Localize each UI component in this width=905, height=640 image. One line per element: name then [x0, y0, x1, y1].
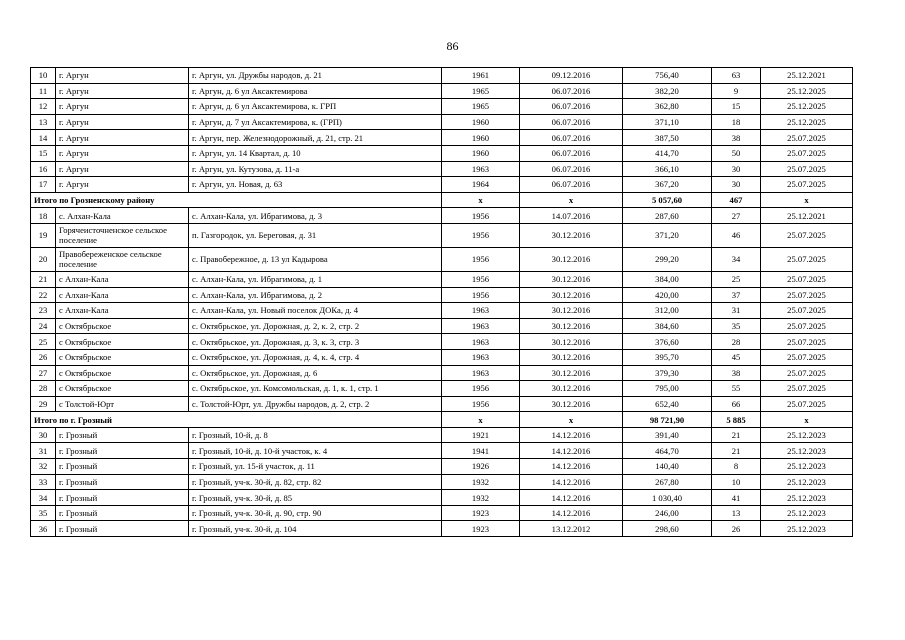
row-number-cell: 17: [31, 177, 56, 193]
address-cell: г. Грозный, уч-к. 30-й, д. 90, стр. 90: [189, 505, 442, 521]
people-cell: 45: [712, 349, 761, 365]
address-cell: г. Грозный, уч-к. 30-й, д. 82, стр. 82: [189, 474, 442, 490]
deadline-cell: 25.12.2023: [761, 505, 853, 521]
people-cell: 15: [712, 99, 761, 115]
address-cell: г. Аргун, ул. Новая, д. 63: [189, 177, 442, 193]
people-cell: 25: [712, 271, 761, 287]
people-cell: 8: [712, 459, 761, 475]
people-cell: 66: [712, 396, 761, 412]
area-cell: 98 721,90: [623, 412, 712, 428]
year-cell: 1963: [442, 365, 520, 381]
housing-registry-table: [30, 67, 853, 537]
date-cell: 14.12.2016: [520, 505, 623, 521]
row-number-cell: 29: [31, 396, 56, 412]
date-cell: 30.12.2016: [520, 318, 623, 334]
address-cell: г. Грозный, 10-й, д. 8: [189, 427, 442, 443]
table-row: [31, 381, 853, 397]
year-cell: 1956: [442, 247, 520, 271]
address-cell: с. Алхан-Кала, ул. Новый поселок ДОКа, д. 4: [189, 303, 442, 319]
year-cell: 1963: [442, 349, 520, 365]
row-number-cell: 13: [31, 114, 56, 130]
area-cell: 384,00: [623, 271, 712, 287]
area-cell: 5 057,60: [623, 192, 712, 208]
area-cell: 140,40: [623, 459, 712, 475]
settlement-cell: г. Аргун: [56, 177, 189, 193]
settlement-cell: г. Аргун: [56, 83, 189, 99]
year-cell: 1921: [442, 427, 520, 443]
deadline-cell: 25.12.2023: [761, 490, 853, 506]
area-cell: 1 030,40: [623, 490, 712, 506]
area-cell: 246,00: [623, 505, 712, 521]
date-cell: 30.12.2016: [520, 247, 623, 271]
date-cell: 13.12.2012: [520, 521, 623, 537]
table-row: [31, 223, 853, 247]
address-cell: г. Грозный, ул. 15-й участок, д. 11: [189, 459, 442, 475]
address-cell: г. Аргун, д. 7 ул Аксактемирова, к. (ГРП): [189, 114, 442, 130]
people-cell: 55: [712, 381, 761, 397]
area-cell: 371,20: [623, 223, 712, 247]
settlement-cell: с Алхан-Кала: [56, 303, 189, 319]
table-row: [31, 365, 853, 381]
year-cell: 1963: [442, 303, 520, 319]
year-cell: 1941: [442, 443, 520, 459]
settlement-cell: г. Грозный: [56, 443, 189, 459]
deadline-cell: 25.12.2021: [761, 208, 853, 224]
row-number-cell: 19: [31, 223, 56, 247]
row-number-cell: 36: [31, 521, 56, 537]
area-cell: 414,70: [623, 145, 712, 161]
address-cell: г. Аргун, пер. Железнодорожный, д. 21, стр. 21: [189, 130, 442, 146]
deadline-cell: 25.12.2025: [761, 99, 853, 115]
settlement-cell: г. Аргун: [56, 114, 189, 130]
table-row: [31, 114, 853, 130]
row-number-cell: 34: [31, 490, 56, 506]
people-cell: 10: [712, 474, 761, 490]
date-cell: х: [520, 412, 623, 428]
address-cell: с. Алхан-Кала, ул. Ибрагимова, д. 2: [189, 287, 442, 303]
people-cell: 63: [712, 68, 761, 84]
row-number-cell: 16: [31, 161, 56, 177]
row-number-cell: 20: [31, 247, 56, 271]
area-cell: 366,10: [623, 161, 712, 177]
area-cell: 299,20: [623, 247, 712, 271]
settlement-cell: с. Алхан-Кала: [56, 208, 189, 224]
deadline-cell: 25.12.2023: [761, 474, 853, 490]
date-cell: 30.12.2016: [520, 365, 623, 381]
deadline-cell: 25.07.2025: [761, 334, 853, 350]
date-cell: 30.12.2016: [520, 287, 623, 303]
address-cell: п. Газгородок, ул. Береговая, д. 31: [189, 223, 442, 247]
date-cell: 09.12.2016: [520, 68, 623, 84]
area-cell: 395,70: [623, 349, 712, 365]
people-cell: 46: [712, 223, 761, 247]
table-row: [31, 349, 853, 365]
deadline-cell: 25.12.2023: [761, 521, 853, 537]
row-number-cell: 24: [31, 318, 56, 334]
date-cell: 30.12.2016: [520, 223, 623, 247]
address-cell: с. Толстой-Юрт, ул. Дружбы народов, д. 2, стр. 2: [189, 396, 442, 412]
date-cell: 06.07.2016: [520, 99, 623, 115]
deadline-cell: 25.07.2025: [761, 247, 853, 271]
settlement-cell: с Октябрьское: [56, 318, 189, 334]
area-cell: 312,00: [623, 303, 712, 319]
deadline-cell: 25.12.2023: [761, 427, 853, 443]
date-cell: 14.12.2016: [520, 474, 623, 490]
year-cell: 1956: [442, 287, 520, 303]
row-number-cell: 22: [31, 287, 56, 303]
table-row: [31, 99, 853, 115]
page-number: 86: [446, 39, 459, 53]
settlement-cell: г. Грозный: [56, 427, 189, 443]
address-cell: с. Алхан-Кала, ул. Ибрагимова, д. 1: [189, 271, 442, 287]
date-cell: 06.07.2016: [520, 177, 623, 193]
area-cell: 382,20: [623, 83, 712, 99]
address-cell: г. Аргун, д. 6 ул Аксактемирова, к. ГРП: [189, 99, 442, 115]
row-number-cell: 15: [31, 145, 56, 161]
row-number-cell: 12: [31, 99, 56, 115]
table-row: [31, 177, 853, 193]
date-cell: 14.12.2016: [520, 459, 623, 475]
row-number-cell: 28: [31, 381, 56, 397]
area-cell: 287,60: [623, 208, 712, 224]
year-cell: х: [442, 192, 520, 208]
year-cell: 1923: [442, 521, 520, 537]
address-cell: с. Правобережное, д. 13 ул Кадырова: [189, 247, 442, 271]
table-row: [31, 130, 853, 146]
settlement-cell: с Октябрьское: [56, 349, 189, 365]
address-cell: с. Алхан-Кала, ул. Ибрагимова, д. 3: [189, 208, 442, 224]
year-cell: 1932: [442, 474, 520, 490]
table-body: [31, 68, 853, 537]
table-row: [31, 208, 853, 224]
year-cell: 1923: [442, 505, 520, 521]
area-cell: 367,20: [623, 177, 712, 193]
deadline-cell: 25.07.2025: [761, 381, 853, 397]
row-number-cell: 10: [31, 68, 56, 84]
people-cell: 34: [712, 247, 761, 271]
area-cell: 464,70: [623, 443, 712, 459]
settlement-cell: г. Аргун: [56, 130, 189, 146]
area-cell: 371,10: [623, 114, 712, 130]
deadline-cell: х: [761, 412, 853, 428]
people-cell: 38: [712, 365, 761, 381]
settlement-cell: Правобереженское сельское поселение: [56, 247, 189, 271]
deadline-cell: 25.07.2025: [761, 145, 853, 161]
year-cell: 1965: [442, 83, 520, 99]
settlement-cell: с Октябрьское: [56, 334, 189, 350]
date-cell: 30.12.2016: [520, 396, 623, 412]
table-row: [31, 396, 853, 412]
row-number-cell: 11: [31, 83, 56, 99]
settlement-cell: г. Грозный: [56, 474, 189, 490]
year-cell: 1961: [442, 68, 520, 84]
deadline-cell: 25.07.2025: [761, 303, 853, 319]
settlement-cell: г. Грозный: [56, 459, 189, 475]
people-cell: 28: [712, 334, 761, 350]
people-cell: 50: [712, 145, 761, 161]
settlement-cell: с Толстой-Юрт: [56, 396, 189, 412]
settlement-cell: г. Грозный: [56, 490, 189, 506]
deadline-cell: 25.12.2025: [761, 114, 853, 130]
row-number-cell: 27: [31, 365, 56, 381]
address-cell: г. Грозный, уч-к. 30-й, д. 85: [189, 490, 442, 506]
area-cell: 267,80: [623, 474, 712, 490]
settlement-cell: г. Аргун: [56, 68, 189, 84]
date-cell: 14.12.2016: [520, 427, 623, 443]
row-number-cell: 30: [31, 427, 56, 443]
area-cell: 795,00: [623, 381, 712, 397]
row-number-cell: 18: [31, 208, 56, 224]
table-row: [31, 271, 853, 287]
year-cell: 1965: [442, 99, 520, 115]
area-cell: 652,40: [623, 396, 712, 412]
subtotal-row: [31, 192, 853, 208]
table-row: [31, 334, 853, 350]
settlement-cell: г. Грозный: [56, 521, 189, 537]
table-row: [31, 474, 853, 490]
year-cell: 1960: [442, 114, 520, 130]
address-cell: г. Аргун, ул. Кутузова, д. 11-а: [189, 161, 442, 177]
deadline-cell: 25.07.2025: [761, 271, 853, 287]
date-cell: 30.12.2016: [520, 381, 623, 397]
table-row: [31, 68, 853, 84]
year-cell: 1956: [442, 223, 520, 247]
date-cell: 06.07.2016: [520, 83, 623, 99]
people-cell: 467: [712, 192, 761, 208]
people-cell: 9: [712, 83, 761, 99]
address-cell: с. Октябрьское, ул. Дорожная, д. 2, к. 2, стр. 2: [189, 318, 442, 334]
date-cell: 06.07.2016: [520, 145, 623, 161]
deadline-cell: 25.07.2025: [761, 365, 853, 381]
address-cell: г. Грозный, 10-й, д. 10-й участок, к. 4: [189, 443, 442, 459]
row-number-cell: 32: [31, 459, 56, 475]
subtotal-label: Итого по Грозненскому району: [31, 192, 442, 208]
table-row: [31, 161, 853, 177]
people-cell: 41: [712, 490, 761, 506]
table-row: [31, 287, 853, 303]
date-cell: 30.12.2016: [520, 349, 623, 365]
area-cell: 387,50: [623, 130, 712, 146]
address-cell: с. Октябрьское, ул. Дорожная, д. 4, к. 4, стр. 4: [189, 349, 442, 365]
table-row: [31, 443, 853, 459]
deadline-cell: х: [761, 192, 853, 208]
address-cell: с. Октябрьское, ул. Комсомольская, д. 1, к. 1, стр. 1: [189, 381, 442, 397]
address-cell: г. Аргун, д. 6 ул Аксактемирова: [189, 83, 442, 99]
deadline-cell: 25.07.2025: [761, 161, 853, 177]
table-row: [31, 145, 853, 161]
deadline-cell: 25.12.2025: [761, 83, 853, 99]
table-row: [31, 83, 853, 99]
year-cell: 1956: [442, 381, 520, 397]
year-cell: 1956: [442, 396, 520, 412]
date-cell: 30.12.2016: [520, 334, 623, 350]
date-cell: х: [520, 192, 623, 208]
settlement-cell: г. Грозный: [56, 505, 189, 521]
settlement-cell: г. Аргун: [56, 161, 189, 177]
row-number-cell: 35: [31, 505, 56, 521]
settlement-cell: Горячеисточненское сельское поселение: [56, 223, 189, 247]
row-number-cell: 14: [31, 130, 56, 146]
year-cell: х: [442, 412, 520, 428]
row-number-cell: 31: [31, 443, 56, 459]
people-cell: 18: [712, 114, 761, 130]
date-cell: 30.12.2016: [520, 303, 623, 319]
area-cell: 756,40: [623, 68, 712, 84]
people-cell: 30: [712, 177, 761, 193]
address-cell: г. Аргун, ул. Дружбы народов, д. 21: [189, 68, 442, 84]
year-cell: 1956: [442, 208, 520, 224]
year-cell: 1926: [442, 459, 520, 475]
year-cell: 1960: [442, 145, 520, 161]
settlement-cell: с Алхан-Кала: [56, 287, 189, 303]
table-row: [31, 459, 853, 475]
people-cell: 35: [712, 318, 761, 334]
area-cell: 376,60: [623, 334, 712, 350]
address-cell: г. Грозный, уч-к. 30-й, д. 104: [189, 521, 442, 537]
table-row: [31, 303, 853, 319]
area-cell: 420,00: [623, 287, 712, 303]
table-row: [31, 505, 853, 521]
deadline-cell: 25.12.2021: [761, 68, 853, 84]
date-cell: 06.07.2016: [520, 130, 623, 146]
people-cell: 27: [712, 208, 761, 224]
date-cell: 06.07.2016: [520, 114, 623, 130]
people-cell: 38: [712, 130, 761, 146]
year-cell: 1932: [442, 490, 520, 506]
deadline-cell: 25.12.2023: [761, 443, 853, 459]
date-cell: 14.12.2016: [520, 490, 623, 506]
date-cell: 06.07.2016: [520, 161, 623, 177]
settlement-cell: г. Аргун: [56, 145, 189, 161]
area-cell: 391,40: [623, 427, 712, 443]
deadline-cell: 25.07.2025: [761, 318, 853, 334]
row-number-cell: 21: [31, 271, 56, 287]
people-cell: 13: [712, 505, 761, 521]
area-cell: 384,60: [623, 318, 712, 334]
deadline-cell: 25.07.2025: [761, 396, 853, 412]
year-cell: 1963: [442, 161, 520, 177]
deadline-cell: 25.12.2023: [761, 459, 853, 475]
subtotal-row: [31, 412, 853, 428]
people-cell: 37: [712, 287, 761, 303]
row-number-cell: 25: [31, 334, 56, 350]
deadline-cell: 25.07.2025: [761, 287, 853, 303]
date-cell: 30.12.2016: [520, 271, 623, 287]
deadline-cell: 25.07.2025: [761, 223, 853, 247]
date-cell: 14.07.2016: [520, 208, 623, 224]
table-row: [31, 318, 853, 334]
people-cell: 5 885: [712, 412, 761, 428]
settlement-cell: с Алхан-Кала: [56, 271, 189, 287]
table-row: [31, 247, 853, 271]
year-cell: 1963: [442, 318, 520, 334]
year-cell: 1960: [442, 130, 520, 146]
address-cell: г. Аргун, ул. 14 Квартал, д. 10: [189, 145, 442, 161]
people-cell: 31: [712, 303, 761, 319]
date-cell: 14.12.2016: [520, 443, 623, 459]
people-cell: 30: [712, 161, 761, 177]
address-cell: с. Октябрьское, ул. Дорожная, д. 6: [189, 365, 442, 381]
settlement-cell: г. Аргун: [56, 99, 189, 115]
deadline-cell: 25.07.2025: [761, 130, 853, 146]
table-row: [31, 521, 853, 537]
settlement-cell: с Октябрьское: [56, 365, 189, 381]
row-number-cell: 26: [31, 349, 56, 365]
area-cell: 362,80: [623, 99, 712, 115]
area-cell: 298,60: [623, 521, 712, 537]
people-cell: 21: [712, 427, 761, 443]
area-cell: 379,30: [623, 365, 712, 381]
people-cell: 21: [712, 443, 761, 459]
year-cell: 1956: [442, 271, 520, 287]
subtotal-label: Итого по г. Грозный: [31, 412, 442, 428]
table-row: [31, 427, 853, 443]
row-number-cell: 33: [31, 474, 56, 490]
table-row: [31, 490, 853, 506]
row-number-cell: 23: [31, 303, 56, 319]
year-cell: 1963: [442, 334, 520, 350]
deadline-cell: 25.07.2025: [761, 349, 853, 365]
address-cell: с. Октябрьское, ул. Дорожная, д. 3, к. 3, стр. 3: [189, 334, 442, 350]
people-cell: 26: [712, 521, 761, 537]
settlement-cell: с Октябрьское: [56, 381, 189, 397]
deadline-cell: 25.07.2025: [761, 177, 853, 193]
year-cell: 1964: [442, 177, 520, 193]
